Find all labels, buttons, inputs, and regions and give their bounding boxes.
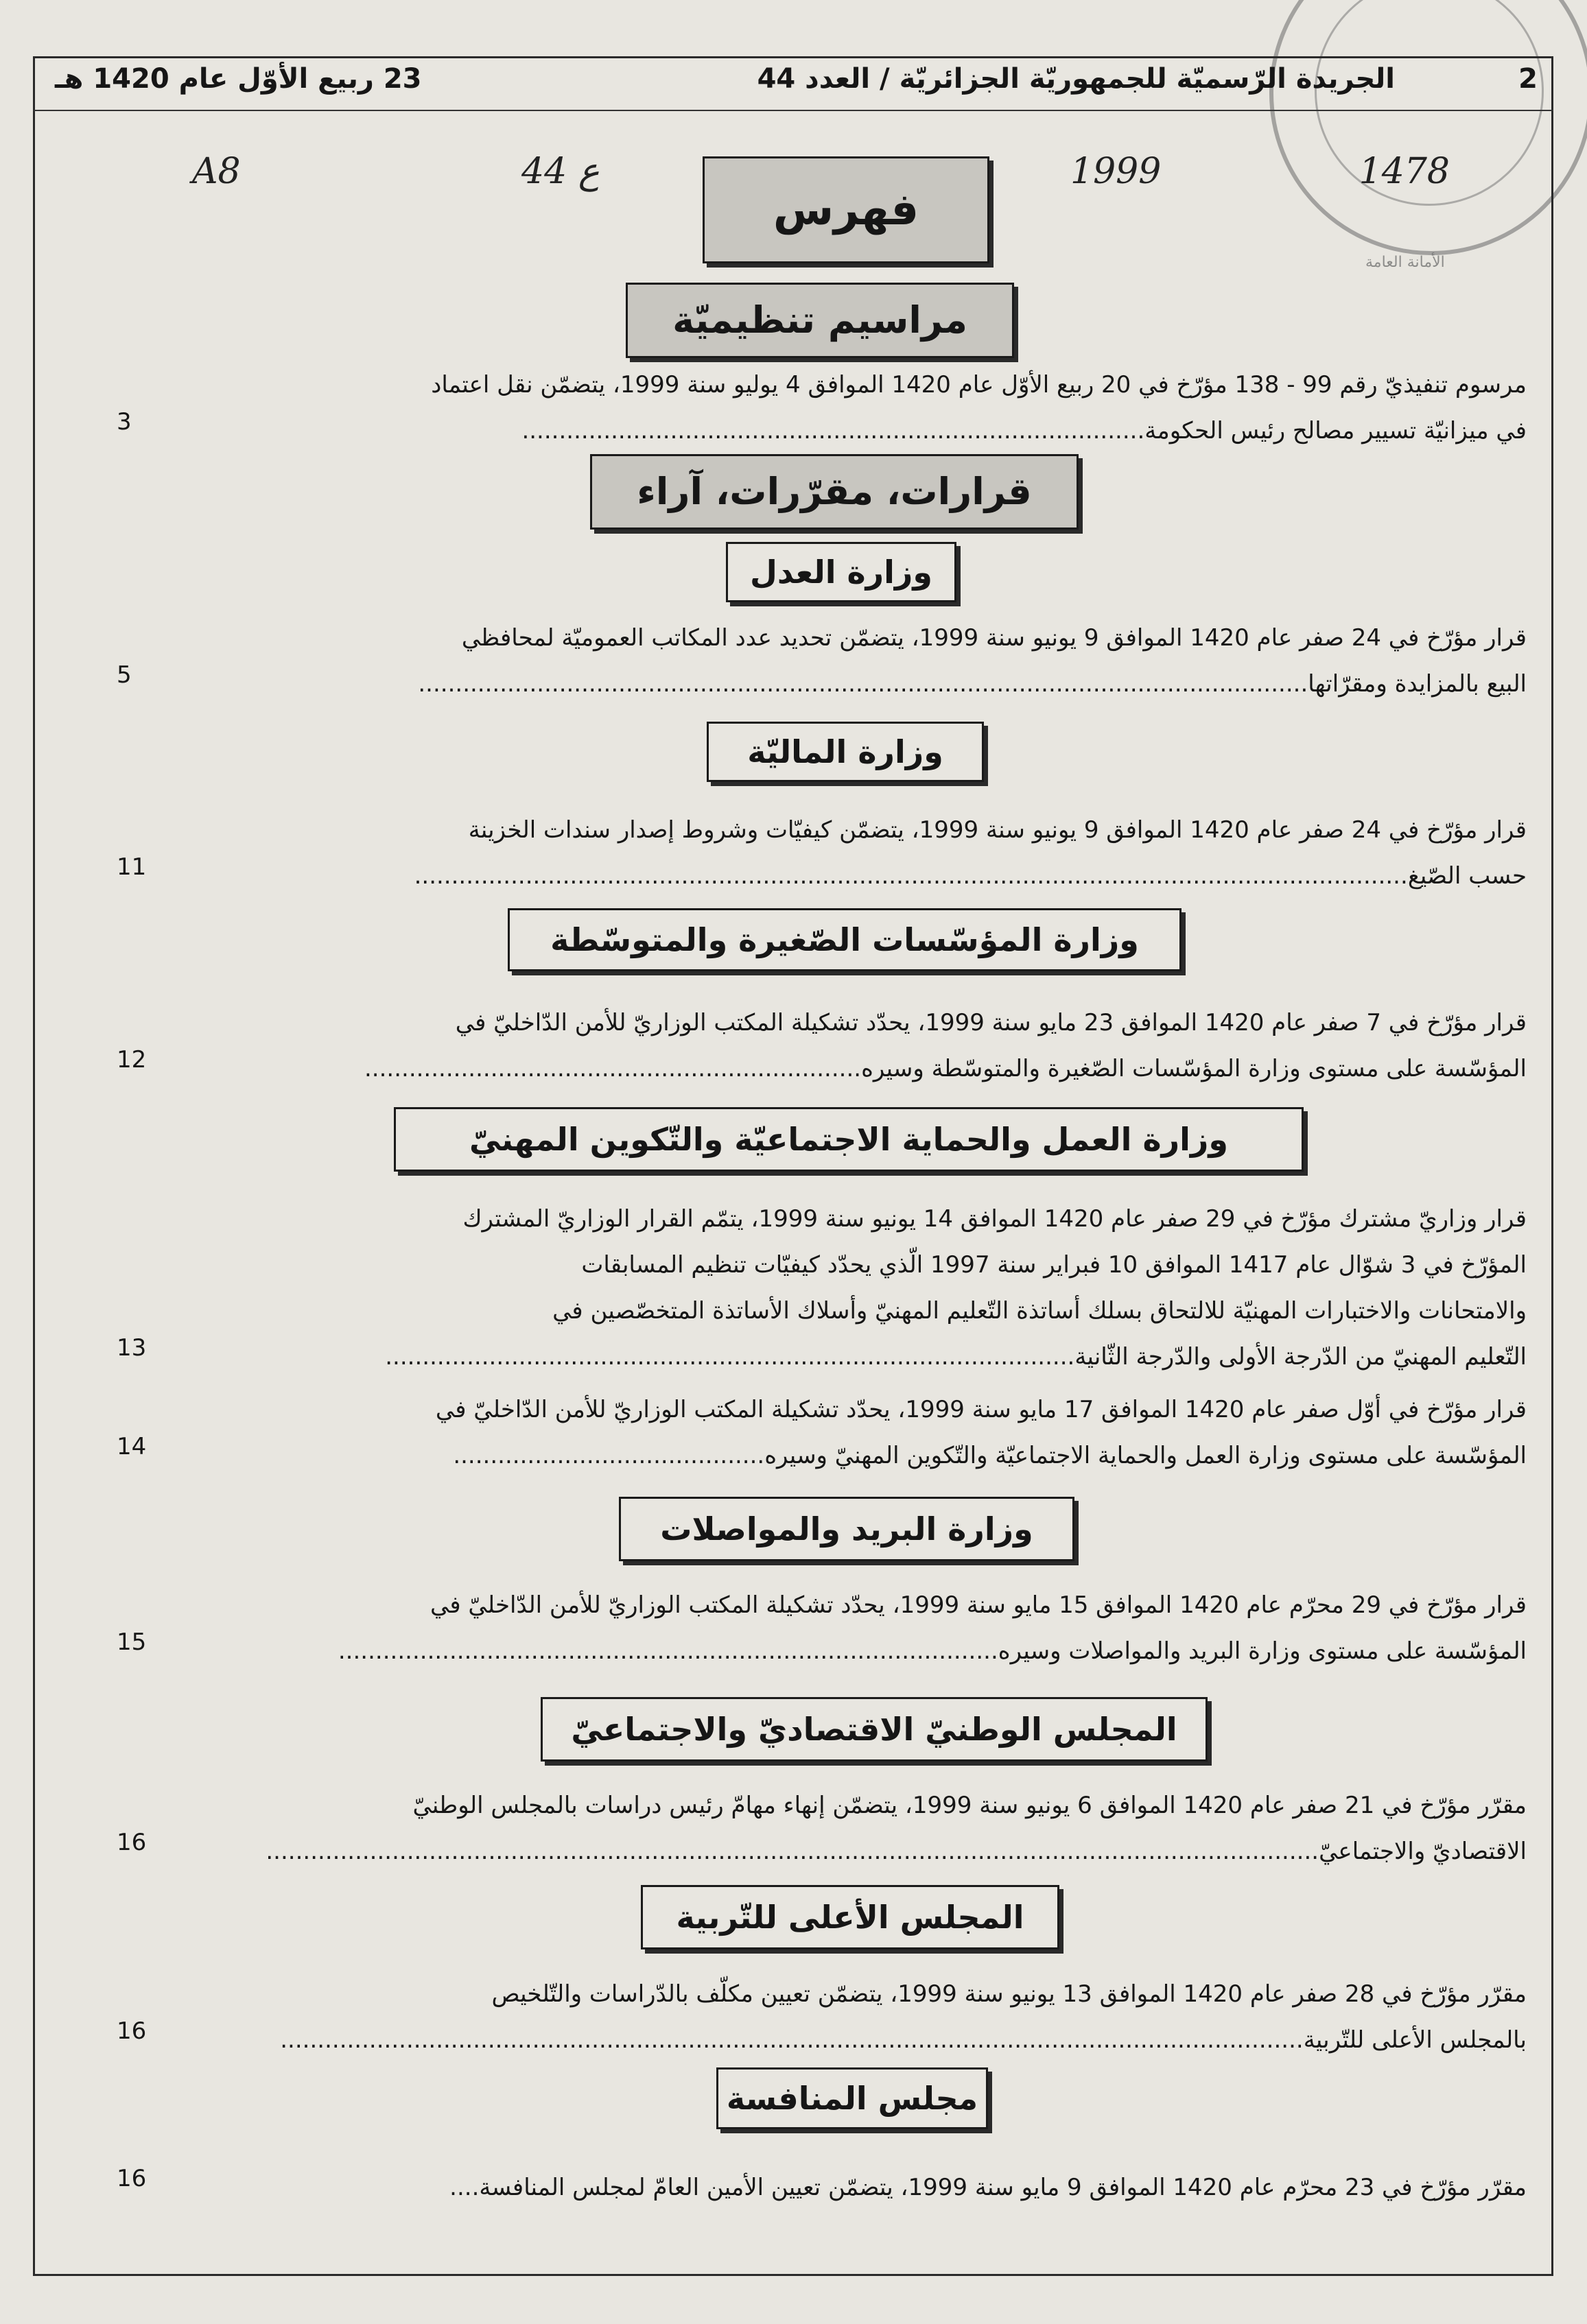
entry-line: التّعليم المهنيّ من الدّرجة الأولى والدّرجة الثّانية — [1074, 1343, 1527, 1371]
entry-line: بالمجلس الأعلى للتّربية — [1303, 2026, 1527, 2054]
entry-line: المؤرّخ في 3 شوّال عام 1417 الموافق 10 فبراير سنة 1997 الّذي يحدّد كيفيّات تنظيم المسابقات — [581, 1251, 1527, 1279]
leader-dots: .................................................................................... — [521, 417, 1145, 444]
leader-dots: ......................................................................................... — [338, 1637, 998, 1665]
entry-line: المؤسّسة على مستوى وزارة العمل والحماية الاجتماعيّة والتّكوين المهنيّ وسيره — [764, 1442, 1527, 1469]
toc-entry — [182, 362, 1527, 454]
entry-line: والامتحانات والاختبارات المهنيّة للالتحاق بسلك أساتذة التّعليم المهنيّ وأسلاك الأساتذة المتخصّصين في — [552, 1297, 1527, 1325]
entry-line — [182, 661, 1527, 707]
entry-line: مرسوم تنفيذيّ رقم 99 - 138 مؤرّخ في 20 ربيع الأوّل عام 1420 الموافق 4 يوليو سنة 1999، يتضمّن نقل اعتماد — [431, 371, 1527, 399]
handwritten-note: 1999 — [1070, 151, 1162, 192]
journal-title: الجريدة الرّسميّة للجمهوريّة الجزائريّة / العدد 44 — [757, 63, 1395, 95]
page-ref: 15 — [117, 1628, 147, 1656]
toc-entry — [182, 1971, 1527, 2063]
entry-line: المؤسّسة على مستوى وزارة البريد والمواصلات وسيره — [998, 1637, 1527, 1665]
section-heading: وزارة العدل — [726, 542, 956, 602]
section-heading: وزارة العمل والحماية الاجتماعيّة والتّكوين المهنيّ — [394, 1107, 1304, 1172]
entry-line — [182, 1334, 1527, 1380]
entry-line: قرار مؤرّخ في 29 محرّم عام 1420 الموافق 15 مايو سنة 1999، يحدّد تشكيلة المكتب الوزاريّ للأمن الدّاخليّ في — [430, 1591, 1527, 1619]
entry-line — [182, 1628, 1527, 1674]
page-ref: 12 — [117, 1046, 147, 1074]
section-heading: قرارات، مقرّرات، آراء — [590, 454, 1079, 530]
section-heading: وزارة البريد والمواصلات — [619, 1497, 1074, 1561]
toc-entry — [182, 2165, 1527, 2211]
handwritten-note: A8 — [192, 151, 241, 192]
entry-line — [182, 408, 1527, 454]
entry-line: الاقتصاديّ والاجتماعيّ — [1319, 1838, 1527, 1865]
header-rule — [33, 110, 1553, 111]
issue-date: 23 ربيع الأوّل عام 1420 هـ — [55, 63, 422, 95]
entry-line — [182, 2165, 1527, 2211]
entry-line — [182, 853, 1527, 899]
section-heading: المجلس الأعلى للتّربية — [641, 1885, 1059, 1949]
toc-entry — [182, 807, 1527, 899]
toc-entry — [182, 1783, 1527, 1875]
toc-title: فهرس — [703, 156, 989, 263]
entry-line: مقرّر مؤرّخ في 21 صفر عام 1420 الموافق 6 يونيو سنة 1999، يتضمّن إنهاء مهامّ رئيس دراسات بالمجلس الوطنيّ — [412, 1792, 1527, 1819]
leader-dots: .............................................................................................................................................. — [266, 1838, 1319, 1865]
entry-line: قرار مؤرّخ في 24 صفر عام 1420 الموافق 9 يونيو سنة 1999، يتضمّن تحديد عدد المكاتب العموميّة لمحافظي — [461, 624, 1527, 652]
page-ref: 13 — [117, 1334, 147, 1362]
entry-line — [182, 1829, 1527, 1875]
section-heading: وزارة المؤسّسات الصّغيرة والمتوسّطة — [508, 908, 1182, 971]
entry-line — [182, 1433, 1527, 1479]
entry-line — [182, 1046, 1527, 1092]
page-ref: 16 — [117, 1829, 147, 1856]
leader-dots: ...................................................................................................................................... — [414, 862, 1408, 890]
entry-line: البيع بالمزايدة ومقرّاتها — [1308, 670, 1527, 698]
page-ref: 5 — [117, 661, 132, 689]
toc-entry — [182, 615, 1527, 707]
section-heading: مراسيم تنظيميّة — [626, 283, 1014, 358]
section-heading: وزارة الماليّة — [707, 722, 984, 782]
page-ref: 3 — [117, 408, 132, 436]
entry-line: مقرّر مؤرّخ في 28 صفر عام 1420 الموافق 13 يونيو سنة 1999، يتضمّن تعيين مكلّف بالدّراسات والتّلخيص — [491, 1980, 1527, 2008]
toc-entry — [182, 1000, 1527, 1092]
page-ref: 11 — [117, 853, 147, 881]
leader-dots: ............................................................................................. — [385, 1343, 1075, 1371]
toc-entry — [182, 1582, 1527, 1674]
entry-line: في ميزانيّة تسيير مصالح رئيس الحكومة — [1144, 417, 1527, 444]
page-ref: 14 — [117, 1433, 147, 1460]
leader-dots: ........................................................................................................................ — [418, 670, 1308, 698]
entry-line: قرار وزاريّ مشترك مؤرّخ في 29 صفر عام 1420 الموافق 14 يونيو سنة 1999، يتمّم القرار الوزاريّ المشترك — [462, 1205, 1527, 1233]
leader-dots: .......................................................................................................................................... — [280, 2026, 1304, 2054]
entry-line: قرار مؤرّخ في 7 صفر عام 1420 الموافق 23 مايو سنة 1999، يحدّد تشكيلة المكتب الوزاريّ للأمن الدّاخليّ في — [455, 1009, 1527, 1036]
entry-line: حسب الصّيغ — [1407, 862, 1527, 890]
section-heading: المجلس الوطنيّ الاقتصاديّ والاجتماعيّ — [541, 1697, 1208, 1762]
entry-line: قرار مؤرّخ في 24 صفر عام 1420 الموافق 9 يونيو سنة 1999، يتضمّن كيفيّات وشروط إصدار سندات الخزينة — [468, 816, 1527, 844]
handwritten-note: ع 44 — [521, 151, 600, 192]
handwritten-note: 1478 — [1359, 151, 1450, 192]
toc-entry — [182, 1196, 1527, 1380]
entry-line — [182, 2017, 1527, 2063]
page-ref: 16 — [117, 2017, 147, 2045]
leader-dots: .......................................... — [453, 1442, 765, 1469]
leader-dots: ................................................................... — [364, 1055, 862, 1082]
page-ref: 16 — [117, 2165, 147, 2192]
page-number: 2 — [1518, 63, 1538, 95]
entry-line: المؤسّسة على مستوى وزارة المؤسّسات الصّغيرة والمتوسّطة وسيره — [861, 1055, 1527, 1082]
entry-line: مقرّر مؤرّخ في 23 محرّم عام 1420 الموافق 9 مايو سنة 1999، يتضمّن تعيين الأمين العامّ لمجلس المنافسة — [479, 2174, 1527, 2201]
entry-line: قرار مؤرّخ في أوّل صفر عام 1420 الموافق 17 مايو سنة 1999، يحدّد تشكيلة المكتب الوزاريّ للأمن الدّاخليّ في — [435, 1396, 1527, 1423]
stamp-text: الأمانة العامة — [1365, 254, 1445, 271]
toc-entry — [182, 1387, 1527, 1479]
leader-dots: .... — [449, 2174, 480, 2201]
section-heading: مجلس المنافسة — [716, 2067, 988, 2129]
